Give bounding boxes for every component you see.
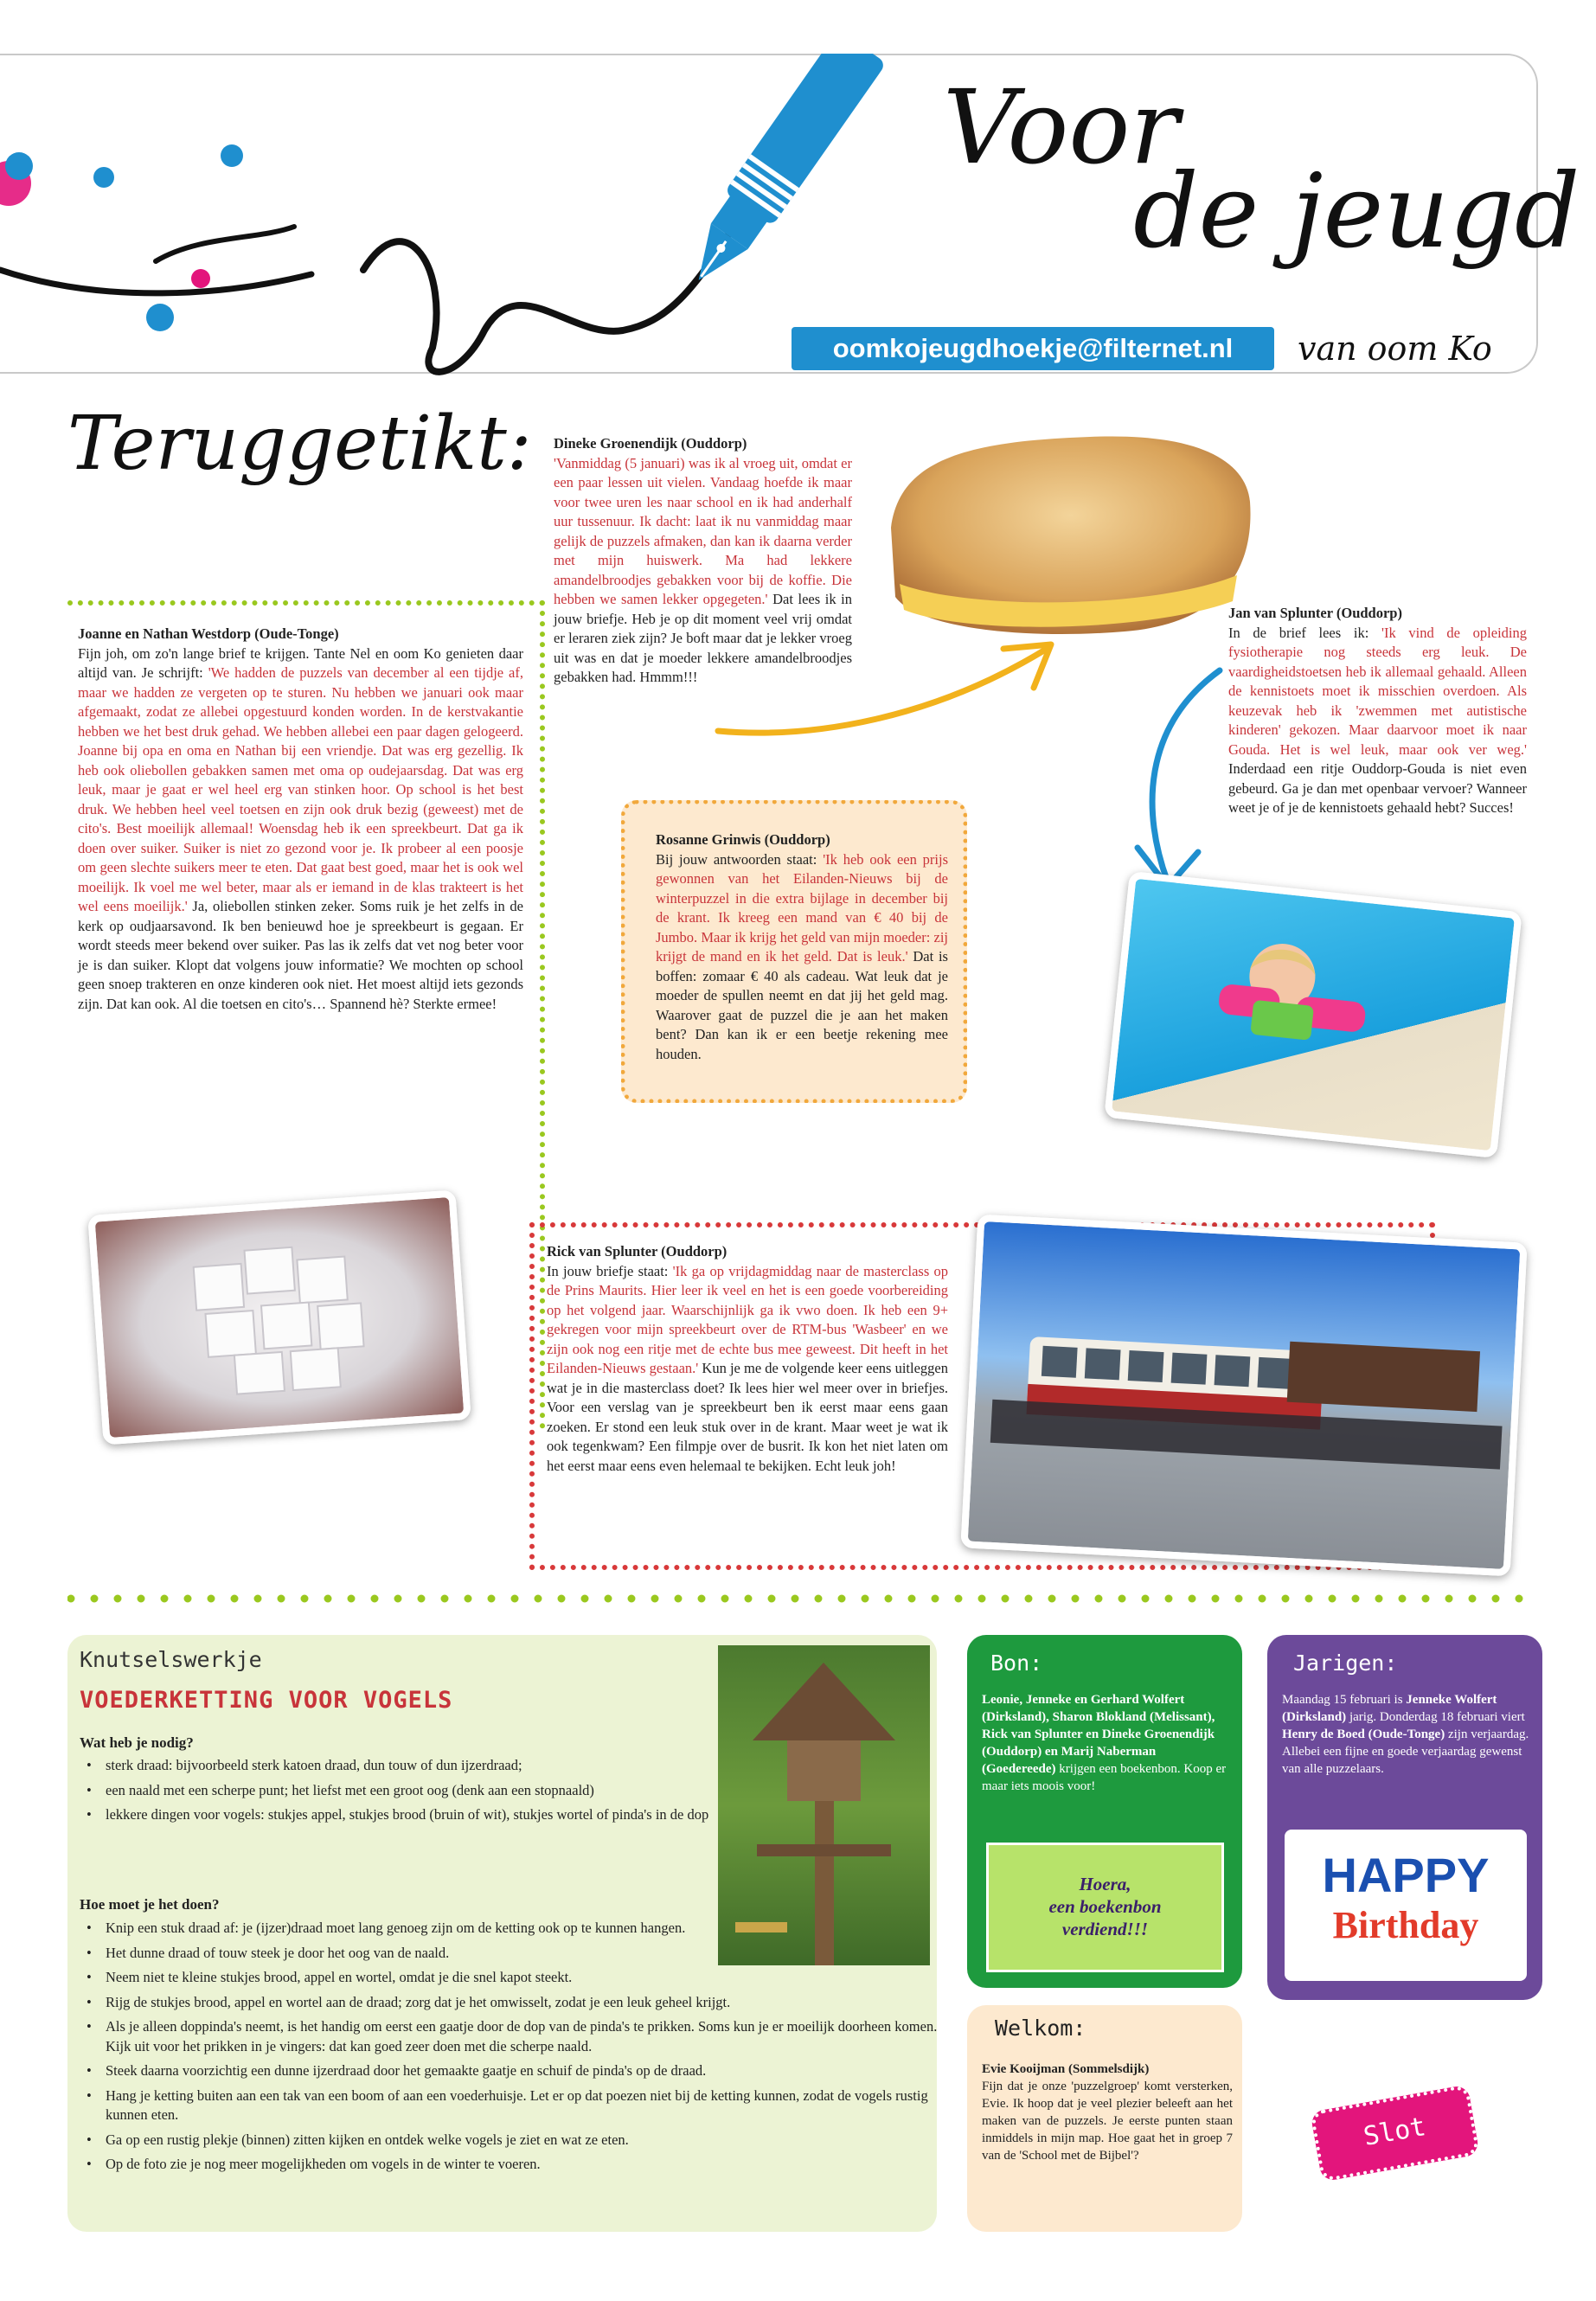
jarigen-text [1282,1691,1533,1778]
bon-card [986,1843,1224,1972]
welkom-title: Welkom: [995,2016,1086,2041]
letter-quote: 'Ik heb ook een prijs gewonnen van het Eilanden-Nieuws bij de winterpuzzel in die extra bijlage in december bij de krant. Ik kreeg een mand van € 40 bij de Jumbo. Maar ik krijg het geld van mijn moeder: zij krijgt de mand en ik het geld. Dat is leuk.' [656,850,948,965]
step-item: • Het dunne draad of touw steek je door het oog van de naald. [106,1944,949,1964]
letter-rick [547,1242,948,1476]
letter-intro: In jouw briefje staat: [547,1262,673,1279]
jarigen-text-part: Maandag 15 februari is [1282,1693,1407,1707]
letter-jan [1228,604,1527,818]
letter-reply: Dat lees ik in jouw briefje. Heb je op dit moment veel vrij omdat er leraren ziek zijn? Je boft maar dat je lekker vroeg uit was en dat je moeder lekkere amandelbroodjes gebakken had. Hmmm!!! [554,591,852,685]
step-item: • Neem niet te kleine stukjes brood, appel en wortel, omdat je die snel kapot steekt. [106,1968,949,1988]
birthday-card-happy: HAPPY [1322,1848,1490,1902]
letter-name: Jan van Splunter (Ouddorp) [1228,605,1402,621]
sugar-cubes-photo [87,1189,471,1445]
slot-badge [1310,2085,1479,2182]
almond-pastry-image [865,424,1263,649]
needs-item: • een naald met een scherpe punt; het liefst met een groot oog (denk aan een stopnaald) [106,1781,763,1801]
needs-list [80,1756,763,1830]
needs-item: • lekkere dingen voor vogels: stukjes appel, stukjes brood (bruin of wit), stukjes wortel of pinda's in de dop [106,1805,763,1825]
bon-card-line: Hoera, [1079,1874,1131,1894]
bon-message: krijgen een boekenbon. Koop er maar iets moois voor! [982,1762,1227,1793]
letter-quote: 'We hadden de puzzels van december al een tijdje af, maar we hadden ze vergeten op te sturen. Nu hebben we januari ook maar afgemaakt, zodat ze allebei opgestuurd konden worden. In de kerstvakantie hebben we het best druk gehad. We hebben allebei een paar dagen gelogeerd. Joanne bij opa en oma en Nathan bij een vriendje. Dat was erg gezellig. Ik heb ook oliebollen gebakken samen met oma op oudejaarsdag. Dat was erg leuk, maar je gaat er wel heel erg van stinken hoor. Op school is het best druk. We hebben heel veel toetsen en zijn ook druk bezig (geweest) met de cito's. Best moeilijk allemaal! Woensdag heb ik een spreekbeurt. Dat ga ik doen over suiker. Suiker is niet zo gezond voor je. Ik probeer al een poosje om geen slechte suikers meer te eten. Dat gaat best goed, maar het is ook wel moeilijk. Ik voel me wel beter, maar als er iemand in de klas trakteert is het wel eens moeilijk.' [78,664,523,914]
dotted-divider [67,1592,1538,1606]
bon-card-line: verdiend!!! [1061,1919,1149,1939]
slot-label: Slot [1361,2112,1428,2153]
step-item: • Steek daarna voorzichtig een dunne ijzerdraad door het gemaakte gaatje en schuif de pinda's op de draad. [106,2061,949,2081]
letter-quote: 'Ik vind de opleiding fysiotherapie nog steeds erg leuk. De vaardigheidstoetsen heb ik allemaal gehaald. Alleen de kennistoets moet ik misschien overdoen. Als keuzevak heb ik 'zwemmen met autistische kinderen' gekozen. Maar daarvoor moet ik naar Gouda. Het is wel leuk, maar ook ver weg.' [1228,624,1527,758]
step-item: • Hang je ketting buiten aan een tak van een boom of aan een voederhuisje. Let er op dat poezen niet bij de ketting kunnen, zodat de vogels rustig kunnen eten. [106,2086,949,2125]
knutsel-title: VOEDERKETTING VOOR VOGELS [80,1687,453,1714]
bon-names: Leonie, Jenneke en Gerhard Wolfert (Dirksland), Sharon Blokland (Melissant), Rick van Splunter en Dineke Groenendijk (Ouddorp) en Marij Naberman (Goedereede) [982,1693,1215,1776]
section-title: Teruggetikt: [67,401,532,487]
bon-title: Bon: [990,1650,1043,1676]
header-title-line2: de jeugd [1133,151,1580,271]
welkom-message: Fijn dat je onze 'puzzelgroep' komt versterken, Evie. Ik hoop dat je veel plezier beleeft aan het maken van de puzzels. Je eerste punten staan inmiddels in mijn map. Hoe gaat het in groep 7 van de 'School met de Bijbel'? [982,2080,1233,2163]
letter-name: Rosanne Grinwis (Ouddorp) [656,831,830,848]
letter-name: Rick van Splunter (Ouddorp) [547,1243,727,1259]
birthday-card-birthday: Birthday [1332,1904,1479,1946]
step-item: • Knip een stuk draad af: je (ijzer)draad moet lang genoeg zijn om de ketting ook op te kunnen hangen. [106,1919,711,1939]
bird-feeder-illustration [718,1645,930,1965]
letter-name: Dineke Groenendijk (Ouddorp) [554,435,747,452]
step-item: • Op de foto zie je nog meer mogelijkheden om vogels in de winter te voeren. [106,2155,949,2175]
step-item: • Rijg de stukjes brood, appel en wortel aan de draad; zorg dat je het omwisselt, zodat je een leuk geheel krijgt. [106,1993,949,2013]
letter-quote: 'Vanmiddag (5 januari) was ik al vroeg uit, omdat er een paar lessen uit vielen. Vandaag hoefde ik maar voor twee uren les naar school en ik had anderhalf uur tussenuur. Ik dacht: laat ik nu vanmiddag maar gelijk de puzzels afmaken, dan kan ik daarna verder met mijn huiswerk. Ma had lekkere amandelbroodjes gebakken voor bij de koffie. Die hebben we samen lekker opgegeten.' [554,454,852,607]
letter-reply: Kun je me de volgende keer eens uitleggen wat je in die masterclass doet? Ik lees hier wel meer over in briefjes. Voor een verslag van je spreekbeurt ben ik eerst maar eens gaan zoeken. Er stond een leuk stuk over in de krant. Maar weet je wat ik ook tegenkwam? Een filmpje over de busrit. Ik kon het niet laten om het eerst maar eens even helemaal te bekijken. Echt leuk joh! [547,1360,948,1474]
letter-quote: 'Ik ga op vrijdagmiddag naar de masterclass op de Prins Maurits. Hier leer ik veel en het is een goede voorbereiding op het volgend jaar. Waarschijnlijk ga ik vwo doen. Ik heb een 9+ gekregen voor mijn spreekbeurt over de RTM-bus 'Wasbeer' en we zijn ook nog een ritje met de echte bus mee geweest. Dit heeft in het Eilanden-Nieuws gestaan.' [547,1262,948,1376]
letter-rosanne [656,830,948,1064]
jarigen-title: Jarigen: [1293,1650,1398,1676]
email-link[interactable]: oomkojeugdhoekje@filternet.nl [792,327,1274,370]
bus-illustration [968,1221,1521,1569]
letter-intro: Fijn joh, om zo'n lange brief te krijgen. Tante Nel en oom Ko genieten daar altijd van. Je schrijft: [78,644,523,681]
knutsel-label: Knutselswerkje [80,1647,262,1672]
step-item: • Ga op een rustig plekje (binnen) zitten kijken en ontdek welke vogels je ziet en wat ze eten. [106,2131,949,2150]
bus-group-photo [960,1215,1527,1577]
arrow-yellow [709,623,1073,744]
sugar-cubes-illustration [95,1197,464,1438]
step-item: • Als je alleen doppinda's neemt, is het handig om eerst een gaatje door de dop van de pinda's te prikken. Soms kun je er moeilijk doorheen komen. Kijk uit voor het prikken in je vingers: dat kan goed zeer doen met die scherpe naald. [106,2017,949,2056]
letter-joanne [78,625,523,1014]
swimming-photo [1104,871,1522,1158]
welkom-text [982,2061,1233,2164]
needs-item: • sterk draad: bijvoorbeeld sterk katoen draad, dun touw of dun ijzerdraad; [106,1756,763,1776]
jarigen-text-part: jarig. Donderdag 18 februari viert [1346,1710,1525,1724]
jarigen-text-part: zijn verjaardag. Allebei een fijne en goede verjaardag gewenst van alle puzzelaars. [1282,1727,1529,1776]
letter-intro: Bij jouw antwoorden staat: [656,850,824,868]
bird-feeder-photo [718,1645,930,1965]
swimming-child-illustration [1112,879,1515,1151]
bon-text [982,1691,1233,1795]
letter-reply: Ja, oliebollen stinken zeker. Soms ruik je het zelfs in de kerk op oudjaarsavond. Ik ben benieuwd hoe je spreekbeurt is gegaan. Er wordt steeds meer bekend over suiker. Pas las ik zelfs dat vet nog beter voor je is dan suiker. Klopt dat volgens jouw informatie? We mochten op school geen snoep trakteren en onze kinderen ook niet. Het moest altijd iets gezonds zijn. Dat kan ook. Al die toetsen en cito's… Spannend hè? Sterkte ermee! [78,898,524,1012]
bon-card-line: een boekenbon [1048,1896,1162,1917]
letter-name: Joanne en Nathan Westdorp (Oude-Tonge) [78,625,339,642]
jarigen-name: Henry de Boed (Oude-Tonge) [1282,1727,1445,1741]
letter-intro: In de brief lees ik: [1228,624,1381,641]
jarigen-name: Jenneke Wolfert (Dirksland) [1282,1693,1497,1724]
welkom-name: Evie Kooijman (Sommelsdijk) [982,2062,1150,2076]
byline: van oom Ko [1298,330,1492,368]
letter-reply: Dat is boffen: zomaar € 40 als cadeau. Wat leuk dat je moeder de spullen neemt en dat jij het geld mag. Waarover gaat de puzzel die je aan het maken bent? Dan kan ik er een beetje rekening mee houden. [656,948,948,1062]
arrow-blue [1125,657,1246,900]
letter-reply: Inderdaad een ritje Ouddorp-Gouda is niet even gebeurd. Ga je dan met openbaar vervoer? Wanneer weet je of je de kennistoets gehaald hebt? Succes! [1228,760,1527,816]
birthday-card [1285,1830,1527,1981]
header-title-line1: Voor [943,67,1179,187]
needs-heading: Wat heb je nodig? [80,1734,194,1751]
how-heading: Hoe moet je het doen? [80,1896,220,1913]
